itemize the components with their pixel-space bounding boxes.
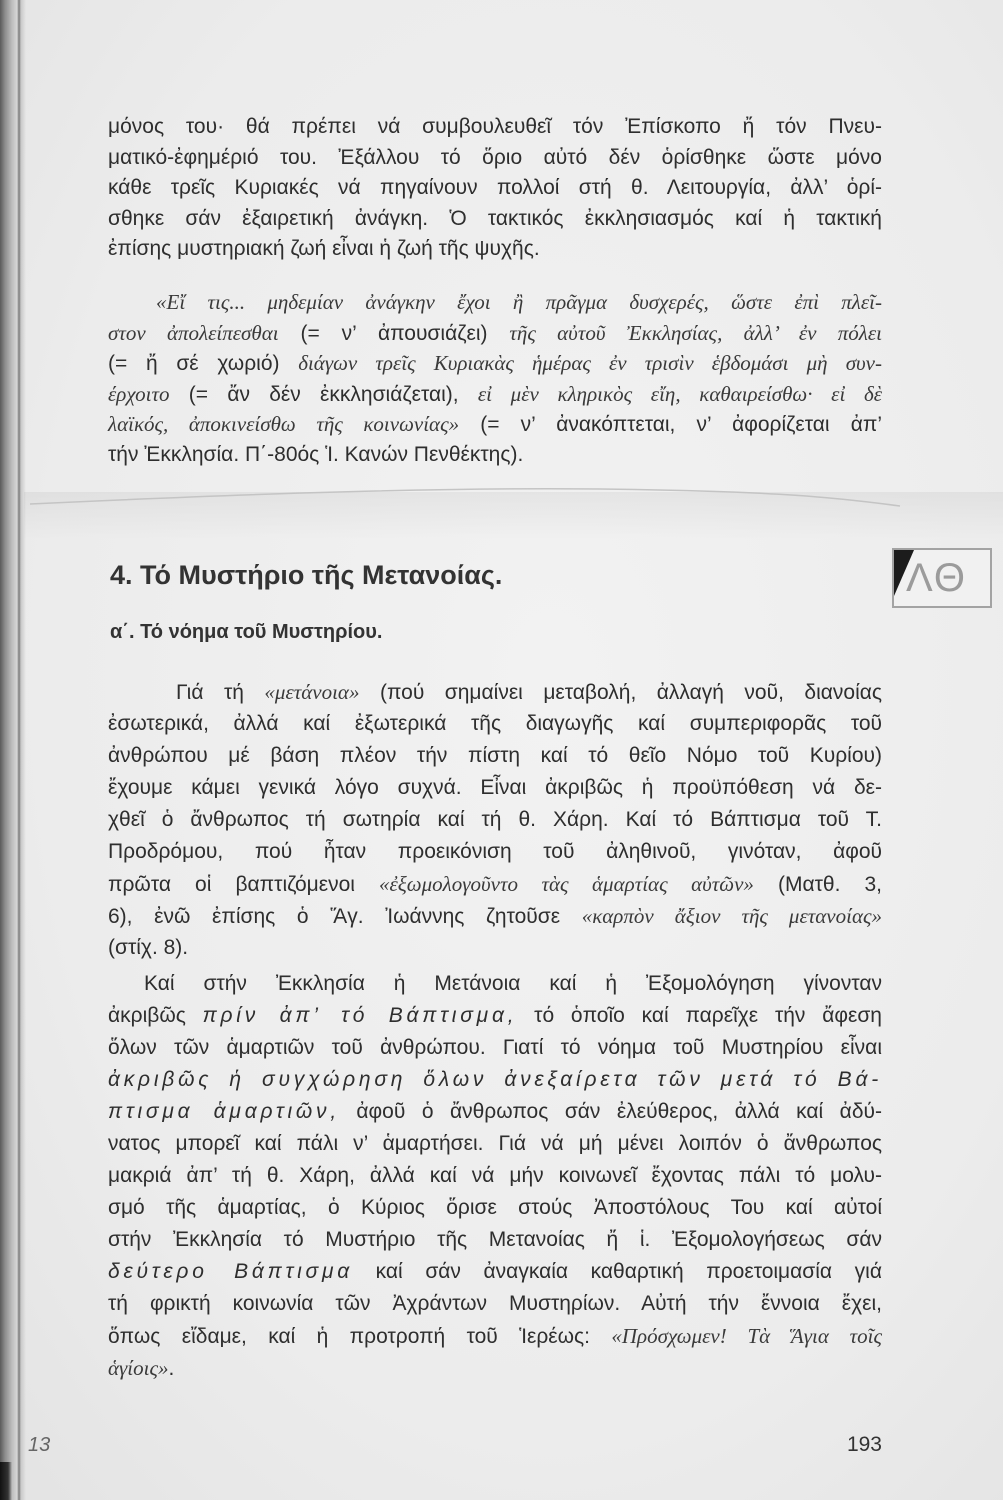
text-line xyxy=(108,1320,882,1352)
text-segment: Γιά τή xyxy=(176,681,265,704)
canon-quote-paragraph xyxy=(108,287,882,470)
text-line xyxy=(108,968,882,1000)
text-line xyxy=(108,708,882,740)
text-segment: τή φρικτή κοινωνία τῶν Ἀχράντων Μυστηρίων. Αὐτή τήν ἔννοια ἔχει, xyxy=(108,1292,882,1315)
text-line xyxy=(108,287,882,318)
italic-quote-text: διάγων τρεῖς Κυριακὰς ἡμέρας ἐν τρισὶν ἑβδομάσι μὴ συν- xyxy=(298,351,882,375)
italic-quote-text: «μετάνοια» xyxy=(264,680,360,704)
text-line xyxy=(108,1000,882,1032)
text-line xyxy=(108,204,882,235)
italic-quote-text: λαϊκός, ἀποκινείσθω τῆς κοινωνίας» xyxy=(108,412,460,436)
text-segment: ματικό-ἐφημέριό του. Ἐξάλλου τό ὅριο αὐτό δέν ὁρίσθηκε ὥστε μόνο xyxy=(108,145,882,169)
text-line xyxy=(108,932,882,964)
paper-fold-line xyxy=(0,470,1003,540)
book-spine-shadow xyxy=(0,0,26,1500)
text-segment: ἀνθρώπου μέ βάση πλέον τήν πίστη καί τό θεῖο Νόμο τοῦ Κυρίου) xyxy=(108,744,882,767)
text-line xyxy=(108,804,882,836)
text-segment: ὅλων τῶν ἁμαρτιῶν τοῦ ἀνθρώπου. Γιατί τό νόημα τοῦ Μυστηρίου εἶναι xyxy=(108,1036,882,1059)
text-segment: νατος μπορεῖ καί πάλι ν’ ἁμαρτήσει. Γιά νά μή μένει λοιπόν ὁ ἄνθρωπος xyxy=(108,1132,882,1155)
text-segment: σμό τῆς ἁμαρτίας, ὁ Κύριος ὅρισε στούς Ἀποστόλους Του καί αὐτοί xyxy=(108,1196,882,1219)
text-segment: Καί στήν Ἐκκλησία ἡ Μετάνοια καί ἡ Ἐξομολόγηση γίνονταν xyxy=(144,972,882,995)
italic-quote-text: ἁγίοις» xyxy=(108,1356,169,1380)
text-segment: μακριά ἀπ’ τή θ. Χάρη, ἀλλά καί νά μήν κοινωνεῖ ἔχοντας πάλι τό μολυ- xyxy=(108,1164,882,1187)
italic-quote-text: έρχοιτο xyxy=(108,381,170,406)
text-line xyxy=(108,1064,882,1096)
text-line xyxy=(108,1160,882,1192)
thumb-tab-label: ΛΘ xyxy=(906,556,967,600)
text-segment: ἀκριβῶς xyxy=(108,1004,203,1027)
text-line xyxy=(108,868,882,900)
fold-curve xyxy=(30,489,900,506)
text-segment: (πού σημαίνει μεταβολή, ἀλλαγή νοῦ, διανοίας xyxy=(359,681,882,704)
signature-mark: 13 xyxy=(28,1434,51,1456)
chapter-thumb-tab xyxy=(892,548,992,608)
text-line xyxy=(108,1032,882,1064)
text-segment: (= ἄν δέν ἐκκλησιάζεται), xyxy=(169,382,478,406)
text-line xyxy=(108,318,882,349)
italic-quote-text: τῆς αὐτοῦ Ἐκκλησίας, ἀλλ’ ἐν πόλει xyxy=(509,320,882,345)
text-segment: 6), ἐνῶ ἐπίσης ὁ Ἅγ. Ἰωάννης ζητοῦσε xyxy=(108,905,582,928)
text-segment: χθεῖ ὁ ἄνθρωπος τή σωτηρία καί τή θ. Χάρη. Καί τό Βάπτισμα τοῦ Τ. xyxy=(108,808,882,831)
italic-quote-text: στον ἀπολείπεσθαι xyxy=(108,320,279,345)
spaced-emphasis-text: πτισμα ἁμαρτιῶν, xyxy=(108,1100,340,1123)
text-line xyxy=(108,676,882,708)
text-segment: τό ὁποῖο καί παρεῖχε τήν ἄφεση xyxy=(517,1004,882,1027)
spaced-emphasis-text: δεύτερο Βάπτισμα xyxy=(108,1260,354,1283)
text-segment: τήν Ἐκκλησία. Π΄-80ός Ἱ. Κανών Πενθέκτης). xyxy=(108,442,524,466)
page-number: 193 xyxy=(846,1433,882,1456)
text-segment: πρῶτα οἱ βαπτιζόμενοι xyxy=(108,873,380,896)
text-segment: καί σάν ἀναγκαία καθαρτική προετοιμασία γιά xyxy=(353,1260,882,1283)
text-line xyxy=(108,440,882,471)
text-segment: κάθε τρεῖς Κυριακές νά πηγαίνουν πολλοί στή θ. Λειτουργία, ἀλλ’ ὁρί- xyxy=(108,176,882,199)
text-segment: (= ν’ ἀπουσιάζει) xyxy=(278,321,510,345)
text-line xyxy=(108,1128,882,1160)
text-segment: (= ἤ σέ χωριό) xyxy=(108,352,299,375)
text-line xyxy=(108,1352,882,1384)
text-segment: (= ν’ ἀνακόπτεται, ν’ ἀφορίζεται ἀπ’ xyxy=(459,413,883,436)
text-segment: Προδρόμου, πού ἦταν προεικόνιση τοῦ ἀληθινοῦ, γινόταν, ἀφοῦ xyxy=(108,840,882,863)
text-line xyxy=(108,1256,882,1288)
text-line xyxy=(108,112,882,143)
text-line xyxy=(108,234,882,265)
text-line xyxy=(108,348,882,379)
text-line xyxy=(108,900,882,932)
subsection-heading: α΄. Τό νόημα τοῦ Μυστηρίου. xyxy=(110,621,383,643)
text-segment: σθηκε σάν ἐξαιρετική ἀνάγκη. Ὁ τακτικός ἐκκλησιασμός καί ἡ τακτική xyxy=(108,206,882,230)
text-segment: στήν Ἐκκλησία τό Μυστήριο τῆς Μετανοίας ἤ ἱ. Ἐξομολογήσεως σάν xyxy=(108,1228,882,1251)
italic-quote-text: «ἐξωμολογοῦντο τὰς ἁμαρτίας αὐτῶν» xyxy=(379,872,754,896)
text-segment: ἀφοῦ ὁ ἄνθρωπος σάν ἐλεύθερος, ἀλλά καί ἀδύ- xyxy=(339,1100,882,1123)
page-corner-shadow xyxy=(0,1462,12,1500)
text-line xyxy=(108,836,882,868)
text-segment: (Ματθ. 3, xyxy=(753,873,883,896)
text-segment: ἔχουμε κάμει γενικά λόγο συχνά. Εἶναι ἀκριβῶς ἡ προϋπόθεση νά δε- xyxy=(108,776,882,799)
text-line xyxy=(108,740,882,772)
text-line xyxy=(108,379,882,410)
spaced-emphasis-text: πρίν ἀπ’ τό Βάπτισμα, xyxy=(202,1004,518,1027)
text-line xyxy=(108,1288,882,1320)
text-line xyxy=(108,1096,882,1128)
section-heading: 4. Τό Μυστήριο τῆς Μετανοίας. xyxy=(110,560,503,590)
text-segment: ἐπίσης μυστηριακή ζωή εἶναι ἡ ζωή τῆς ψυχῆς. xyxy=(108,237,540,260)
italic-quote-text: «Εἴ τις... μηδεμίαν ἀνάγκην ἔχοι ἢ πρᾶγμα δυσχερές, ὥστε ἐπὶ πλεῖ- xyxy=(156,290,882,314)
text-segment: (στίχ. 8). xyxy=(108,936,189,959)
continued-paragraph xyxy=(108,112,882,265)
body-paragraph-1 xyxy=(108,676,882,964)
text-line xyxy=(108,409,882,440)
text-line xyxy=(108,1224,882,1256)
text-segment: ἐσωτερικά, ἀλλά καί ἐξωτερικά τῆς διαγωγῆς καί συμπεριφορᾶς τοῦ xyxy=(108,712,882,735)
text-segment: μόνος του· θά πρέπει νά συμβουλευθεῖ τόν Ἐπίσκοπο ἤ τόν Πνευ- xyxy=(108,115,882,138)
italic-quote-text: εἰ μὲν κληρικὸς εἴη, καθαιρείσθω· εἰ δὲ xyxy=(477,381,882,406)
text-line xyxy=(108,1192,882,1224)
body-paragraph-2 xyxy=(108,968,882,1384)
text-line xyxy=(108,772,882,804)
text-segment: . xyxy=(168,1357,175,1380)
italic-quote-text: «Πρόσχωμεν! Τὰ Ἅγια τοῖς xyxy=(611,1324,883,1348)
text-line xyxy=(108,143,882,174)
italic-quote-text: «καρπὸν ἄξιον τῆς μετανοίας» xyxy=(581,904,882,928)
text-line xyxy=(108,173,882,204)
spaced-emphasis-text: ἀκριβῶς ἡ συγχώρηση ὅλων ἀνεξαίρετα τῶν μετά τό Βά- xyxy=(108,1068,882,1091)
text-segment: ὅπως εἴδαμε, καί ἡ προτροπή τοῦ Ἱερέως: xyxy=(108,1325,612,1348)
